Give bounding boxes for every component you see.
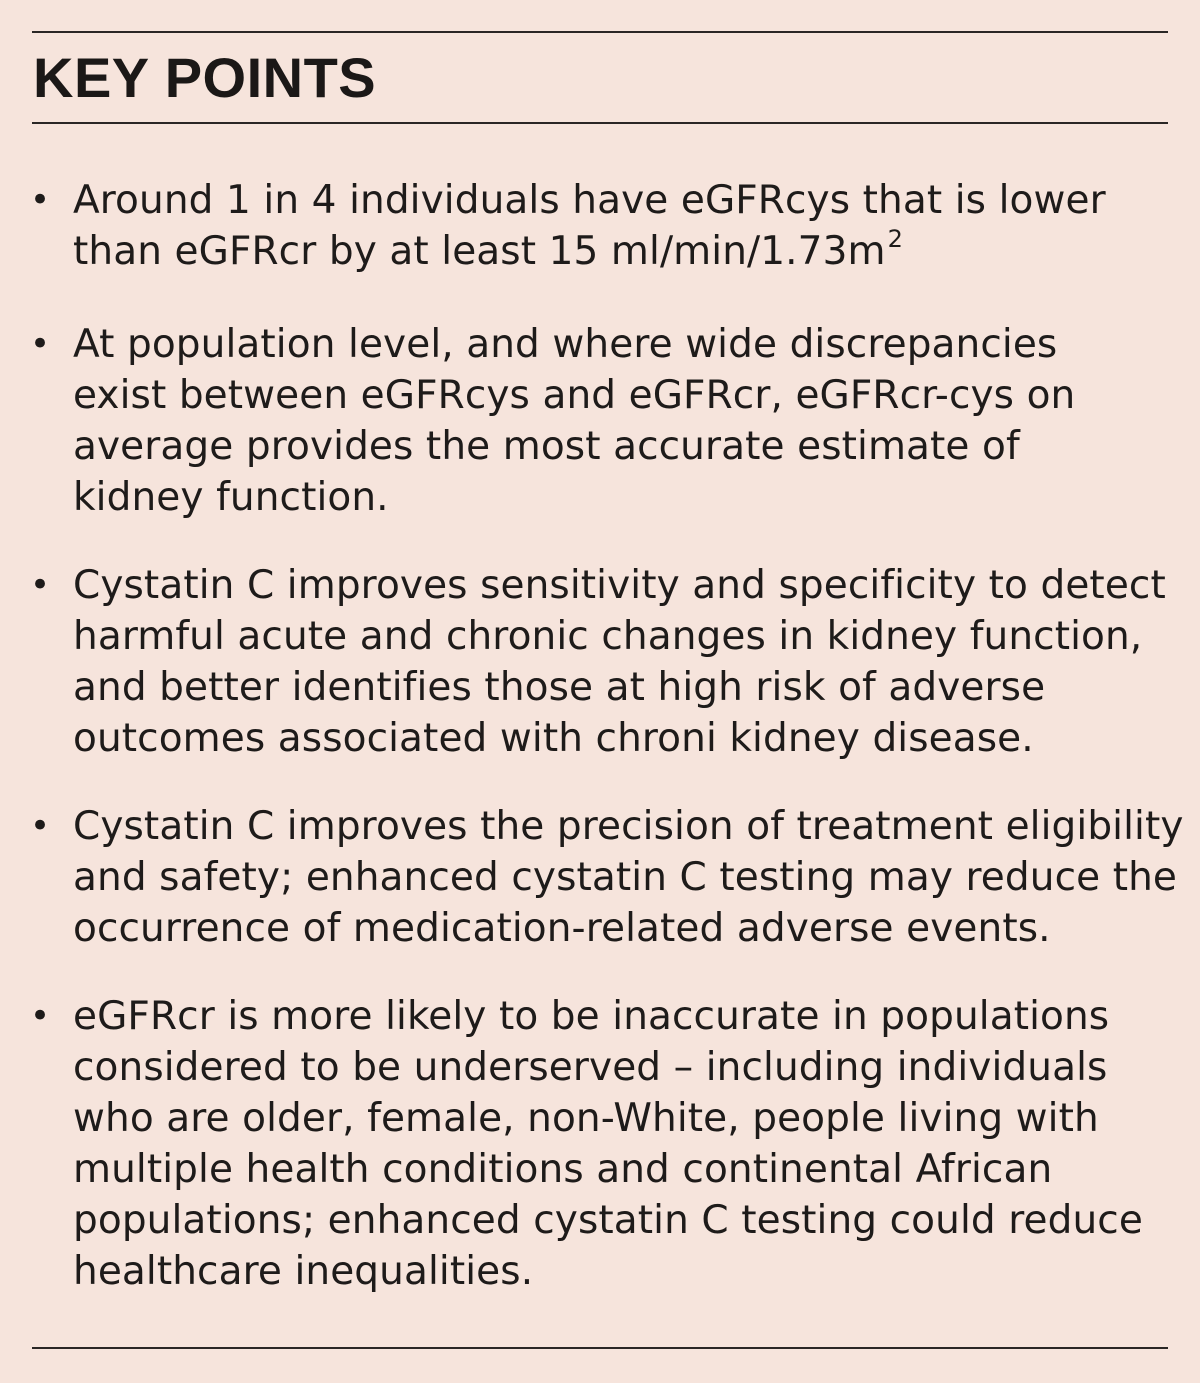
key-points-heading: KEY POINTS [33, 46, 377, 109]
bullet-icon: • [30, 806, 51, 846]
key-point-2 [30, 319, 1170, 523]
key-point-line: Cystatin C improves the precision of treatment eligibility [73, 804, 1184, 849]
key-point-3 [30, 560, 1170, 764]
key-point-line: At population level, and where wide discrepancies [73, 322, 1058, 367]
key-point-1 [30, 175, 1170, 282]
key-point-line: eGFRcr is more likely to be inaccurate in populations [73, 994, 1110, 1039]
key-point-line: and better identifies those at high risk of adverse [73, 665, 1046, 710]
key-points-list [30, 175, 1184, 1334]
key-point-line: occurrence of medication-related adverse events. [73, 906, 1051, 951]
bullet-icon: • [30, 180, 51, 220]
key-point-line: and safety; enhanced cystatin C testing may reduce the [73, 855, 1178, 900]
key-point-line: kidney function. [73, 475, 389, 520]
key-point-line: Around 1 in 4 individuals have eGFRcys that is lower [73, 178, 1106, 223]
key-point-4 [30, 801, 1184, 954]
bullet-icon: • [30, 565, 51, 605]
bullet-icon: • [30, 996, 51, 1036]
key-point-line: average provides the most accurate estimate of [73, 424, 1020, 469]
superscript: 2 [887, 225, 903, 253]
key-point-line: multiple health conditions and continental African [73, 1147, 1053, 1192]
key-point-line: Cystatin C improves sensitivity and specificity to detect [73, 563, 1166, 608]
heading-divider [32, 122, 1168, 124]
key-point-line: exist between eGFRcys and eGFRcr, eGFRcr-cys on [73, 373, 1076, 418]
key-point-line: considered to be underserved – including individuals [73, 1045, 1108, 1090]
bullet-icon: • [30, 324, 51, 364]
top-divider [32, 31, 1168, 33]
key-point-line-text: than eGFRcr by at least 15 ml/min/1.73m [73, 229, 886, 274]
key-point-line [73, 226, 1170, 282]
key-point-5 [30, 991, 1170, 1297]
key-point-line: outcomes associated with chroni kidney disease. [73, 716, 1034, 761]
key-point-line: who are older, female, non-White, people living with [73, 1096, 1099, 1141]
key-point-line: harmful acute and chronic changes in kidney function, [73, 614, 1143, 659]
key-point-line: healthcare inequalities. [73, 1249, 534, 1294]
key-point-line: populations; enhanced cystatin C testing could reduce [73, 1198, 1143, 1243]
bottom-divider [32, 1347, 1168, 1349]
